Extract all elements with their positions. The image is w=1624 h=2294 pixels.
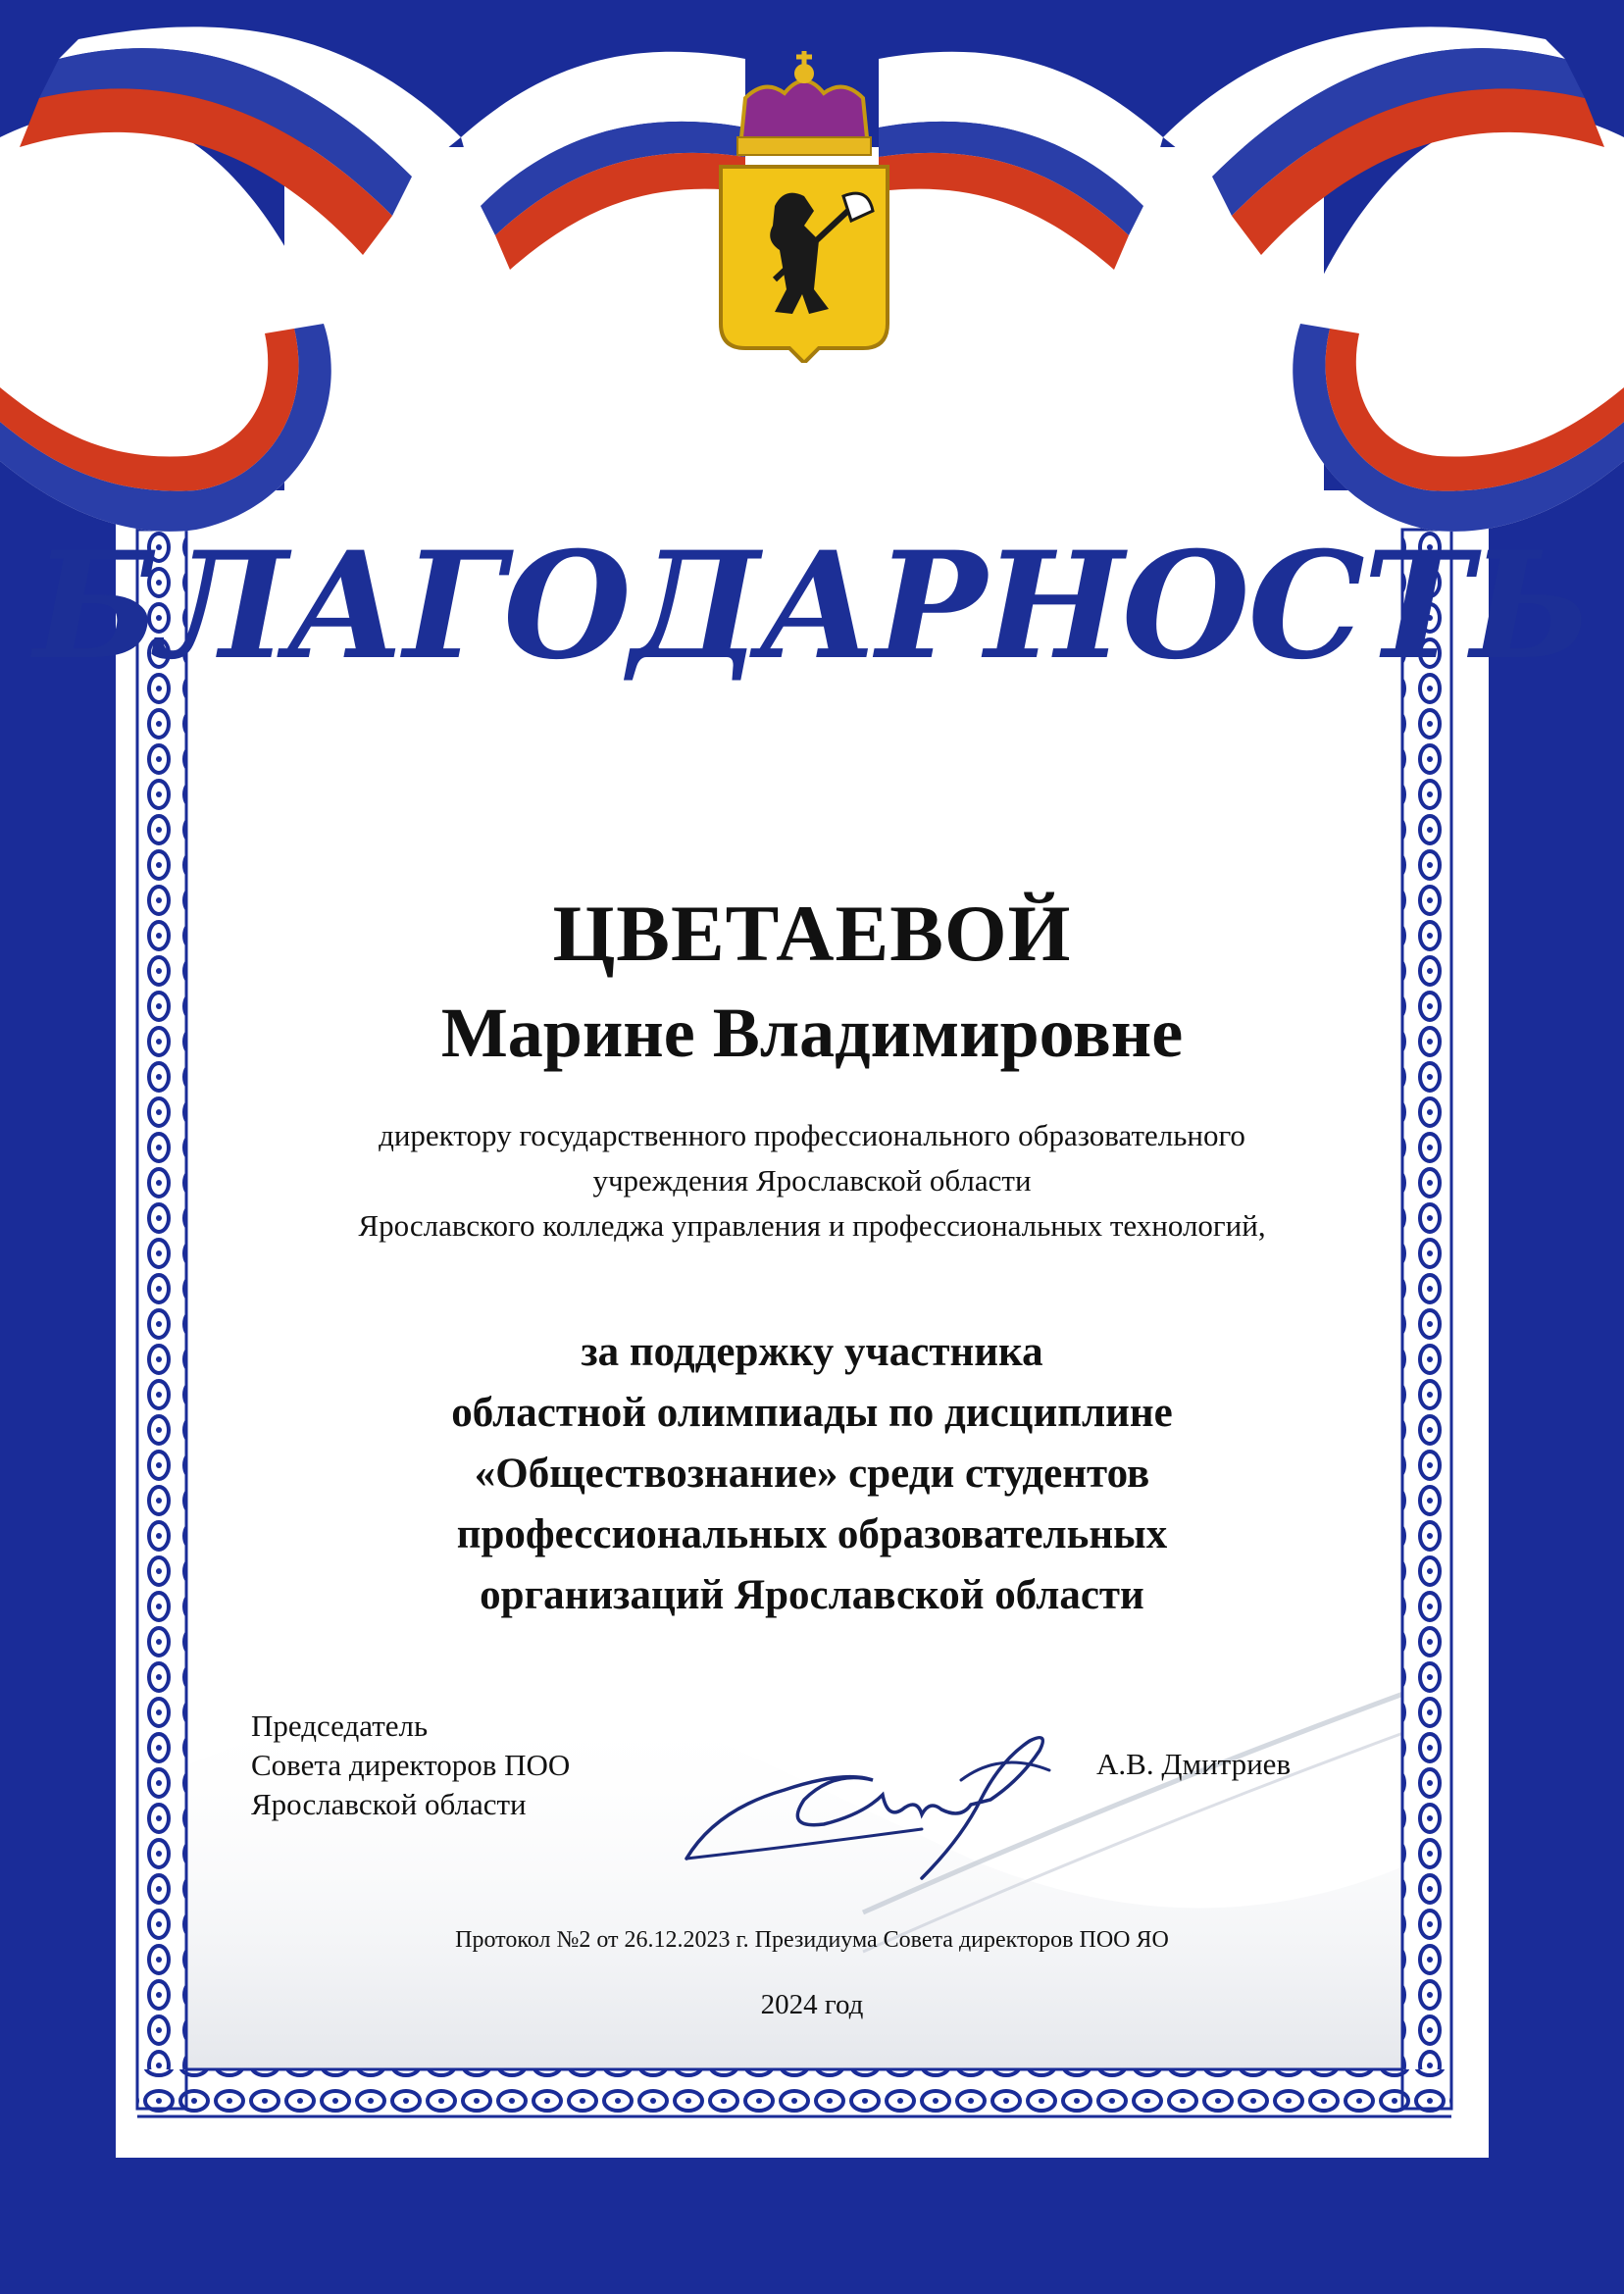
reason-line: за поддержку участника [581,1329,1043,1375]
signer-title-line: Председатель [251,1708,429,1743]
position-line: директору государственного профессионального образовательного [379,1118,1245,1152]
reason-line: «Обществознание» среди студентов [474,1451,1150,1497]
certificate-year: 2024 год [760,1989,864,2020]
signer-title [251,1707,570,1824]
reason-line: областной олимпиады по дисциплине [451,1390,1173,1436]
reason-line: организаций Ярославской области [480,1572,1144,1618]
handwritten-signature [677,1711,1069,1888]
signer-name: А.В. Дмитриев [1096,1747,1292,1781]
certificate-title: БЛАГОДАРНОСТЬ [33,520,1591,692]
recipient-position [0,1113,1624,1249]
position-line: учреждения Ярославской области [592,1163,1032,1198]
protocol-reference: Протокол №2 от 26.12.2023 г. Президиума Совета директоров ПОО ЯО [455,1927,1169,1953]
recipient-name: Марине Владимировне [440,994,1184,1072]
signer-title-line: Ярославской области [251,1787,527,1821]
award-reason [0,1322,1624,1626]
yaroslavl-coat-of-arms-icon [706,39,902,363]
position-line: Ярославского колледжа управления и профессиональных технологий, [358,1208,1266,1243]
recipient-surname: ЦВЕТАЕВОЙ [552,889,1072,978]
reason-line: профессиональных образовательных [456,1511,1168,1557]
signer-title-line: Совета директоров ПОО [251,1748,571,1782]
